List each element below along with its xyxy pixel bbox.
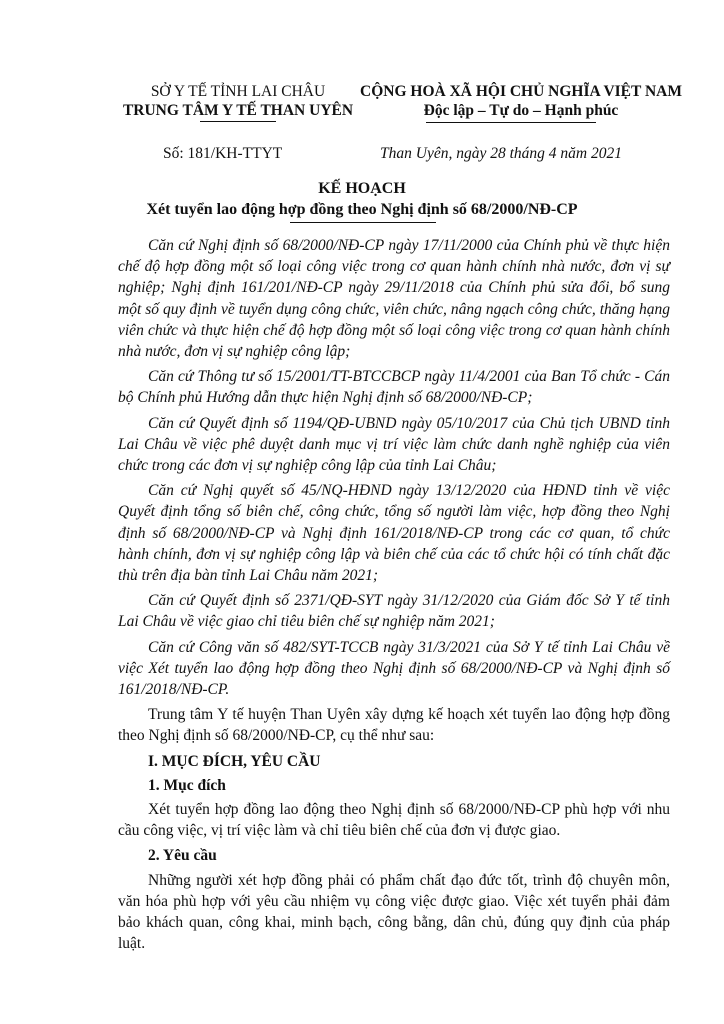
motto: Độc lập – Tự do – Hạnh phúc [423,102,619,119]
legal-basis-paragraph: Căn cứ Nghị định số 68/2000/NĐ-CP ngày 17/11/2000 của Chính phủ về thực hiện chế độ hợp đồng một số loại công việc trong cơ quan hành chính nhà nước, đơn vị sự nghiệp; Nghị định 161/201/NĐ-CP ngày 29/11/2018 của Chính phủ sửa đổi, bổ sung một số quy định về tuyển dụng công chức, viên chức, nâng ngạch công chức, thăng hạng viên chức và thực hiện chế độ hợp đồng một số loại công việc trong cơ quan hành chính nhà nước, đơn vị sự nghiệp công lập; [118,237,670,361]
document-number: Số: 181/KH-TTYT [163,145,283,162]
country-name: CỘNG HOÀ XÃ HỘI CHỦ NGHĨA VIỆT NAM [360,83,682,100]
legal-basis-paragraph: Căn cứ Quyết định số 1194/QĐ-UBND ngày 05/10/2017 của Chủ tịch UBND tỉnh Lai Châu về việc phê duyệt danh mục vị trí việc làm chức danh nghề nghiệp của viên chức trong các đơn vị sự nghiệp công lập của tỉnh Lai Châu; [118,414,670,475]
parent-agency: SỞ Y TẾ TỈNH LAI CHÂU [150,83,326,100]
subsection-heading: 1. Mục đích [148,776,226,794]
subsection-heading: 2. Yêu cầu [148,847,217,865]
legal-basis-paragraph: Căn cứ Nghị quyết số 45/NQ-HĐND ngày 13/12/2020 của HĐND tỉnh về việc Quyết định tổng số biên chế, công chức, tổng số người làm việc, hợp đồng theo Nghị định số 68/2000/NĐ-CP và Nghị định 161/2018/NĐ-CP trong các cơ quan, tổ chức hành chính, đơn vị sự nghiệp công lập và biên chế của các tổ chức hội có tính chất đặc thù trên địa bàn tỉnh Lai Châu năm 2021; [118,482,670,585]
issuing-agency: TRUNG TÂM Y TẾ THAN UYÊN [122,102,354,119]
legal-basis-paragraph: Căn cứ Quyết định số 2371/QĐ-SYT ngày 31/12/2020 của Giám đốc Sở Y tế tỉnh Lai Châu về việc giao chỉ tiêu biên chế sự nghiệp năm 2021; [118,592,670,631]
body-paragraph: Xét tuyển hợp đồng lao động theo Nghị định số 68/2000/NĐ-CP phù hợp với nhu cầu công việc, vị trí việc làm và chỉ tiêu biên chế của đơn vị được giao. [118,801,670,840]
intro-paragraph: Trung tâm Y tế huyện Than Uyên xây dựng kế hoạch xét tuyển lao động hợp đồng theo Nghị định số 68/2000/NĐ-CP, cụ thể như sau: [118,706,670,745]
legal-basis-paragraph: Căn cứ Công văn số 482/SYT-TCCB ngày 31/3/2021 của Sở Y tế tỉnh Lai Châu về việc Xét tuyển lao động hợp đồng theo Nghị định số 68/2000/NĐ-CP và Nghị định số 161/2018/NĐ-CP. [118,638,670,699]
issuing-organization [122,82,354,120]
document-body [118,235,670,959]
section-heading: I. MỤC ĐÍCH, YÊU CẦU [148,752,321,770]
place-and-date: Than Uyên, ngày 28 tháng 4 năm 2021 [380,145,622,162]
legal-basis-paragraph: Căn cứ Thông tư số 15/2001/TT-BTCCBCP ngày 11/4/2001 của Ban Tổ chức - Cán bộ Chính phủ Hướng dẫn thực hiện Nghị định số 68/2000/NĐ-CP; [118,368,670,407]
agency-underline [200,121,276,122]
body-paragraph: Những người xét hợp đồng phải có phẩm chất đạo đức tốt, trình độ chuyên môn, văn hóa phù hợp với yêu cầu nhiệm vụ công việc được giao. Việc xét tuyển phải đảm bảo khách quan, công khai, minh bạch, công bằng, dân chủ, đúng quy định của pháp luật. [118,871,670,953]
national-motto [336,82,706,120]
document-subtitle: Xét tuyển lao động hợp đồng theo Nghị định số 68/2000/NĐ-CP [146,201,578,218]
title-underline [290,222,436,223]
motto-underline [426,122,596,123]
document-title: KẾ HOẠCH [318,180,406,197]
